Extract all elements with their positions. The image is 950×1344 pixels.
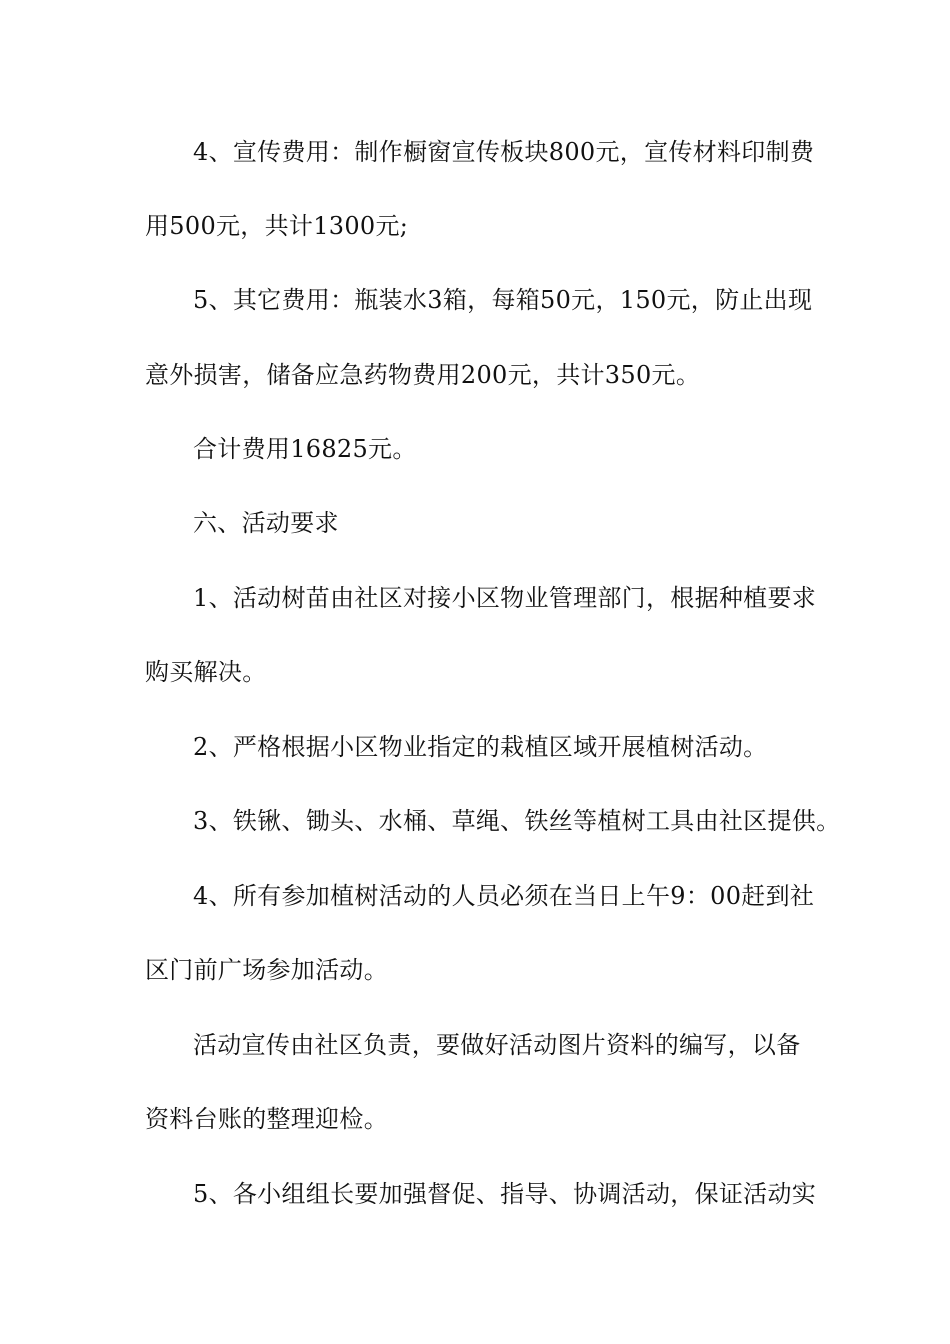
paragraph-line: 3、铁锹、锄头、水桶、草绳、铁丝等植树工具由社区提供。 — [193, 807, 841, 835]
paragraph-line: 区门前广场参加活动。 — [145, 956, 388, 984]
paragraph-line: 5、其它费用：瓶装水3箱，每箱50元，150元，防止出现 — [193, 286, 813, 314]
paragraph-line: 资料台账的整理迎检。 — [145, 1105, 388, 1133]
paragraph-line: 1、活动树苗由社区对接小区物业管理部门，根据种植要求 — [193, 584, 817, 612]
paragraph-line: 2、严格根据小区物业指定的栽植区域开展植树活动。 — [193, 733, 768, 761]
paragraph-line: 5、各小组组长要加强督促、指导、协调活动，保证活动实 — [193, 1180, 817, 1208]
paragraph-line: 4、所有参加植树活动的人员必须在当日上午9：00赶到社 — [193, 882, 815, 910]
paragraph-line: 活动宣传由社区负责，要做好活动图片资料的编写，以备 — [193, 1031, 801, 1059]
paragraph-line: 用500元，共计1300元; — [145, 212, 409, 240]
paragraph-line: 购买解决。 — [145, 658, 267, 686]
section-heading: 六、活动要求 — [193, 509, 339, 537]
paragraph-line: 4、宣传费用：制作橱窗宣传板块800元，宣传材料印制费 — [193, 138, 815, 166]
paragraph-line: 合计费用16825元。 — [193, 435, 417, 463]
paragraph-line: 意外损害，储备应急药物费用200元，共计350元。 — [145, 361, 701, 389]
